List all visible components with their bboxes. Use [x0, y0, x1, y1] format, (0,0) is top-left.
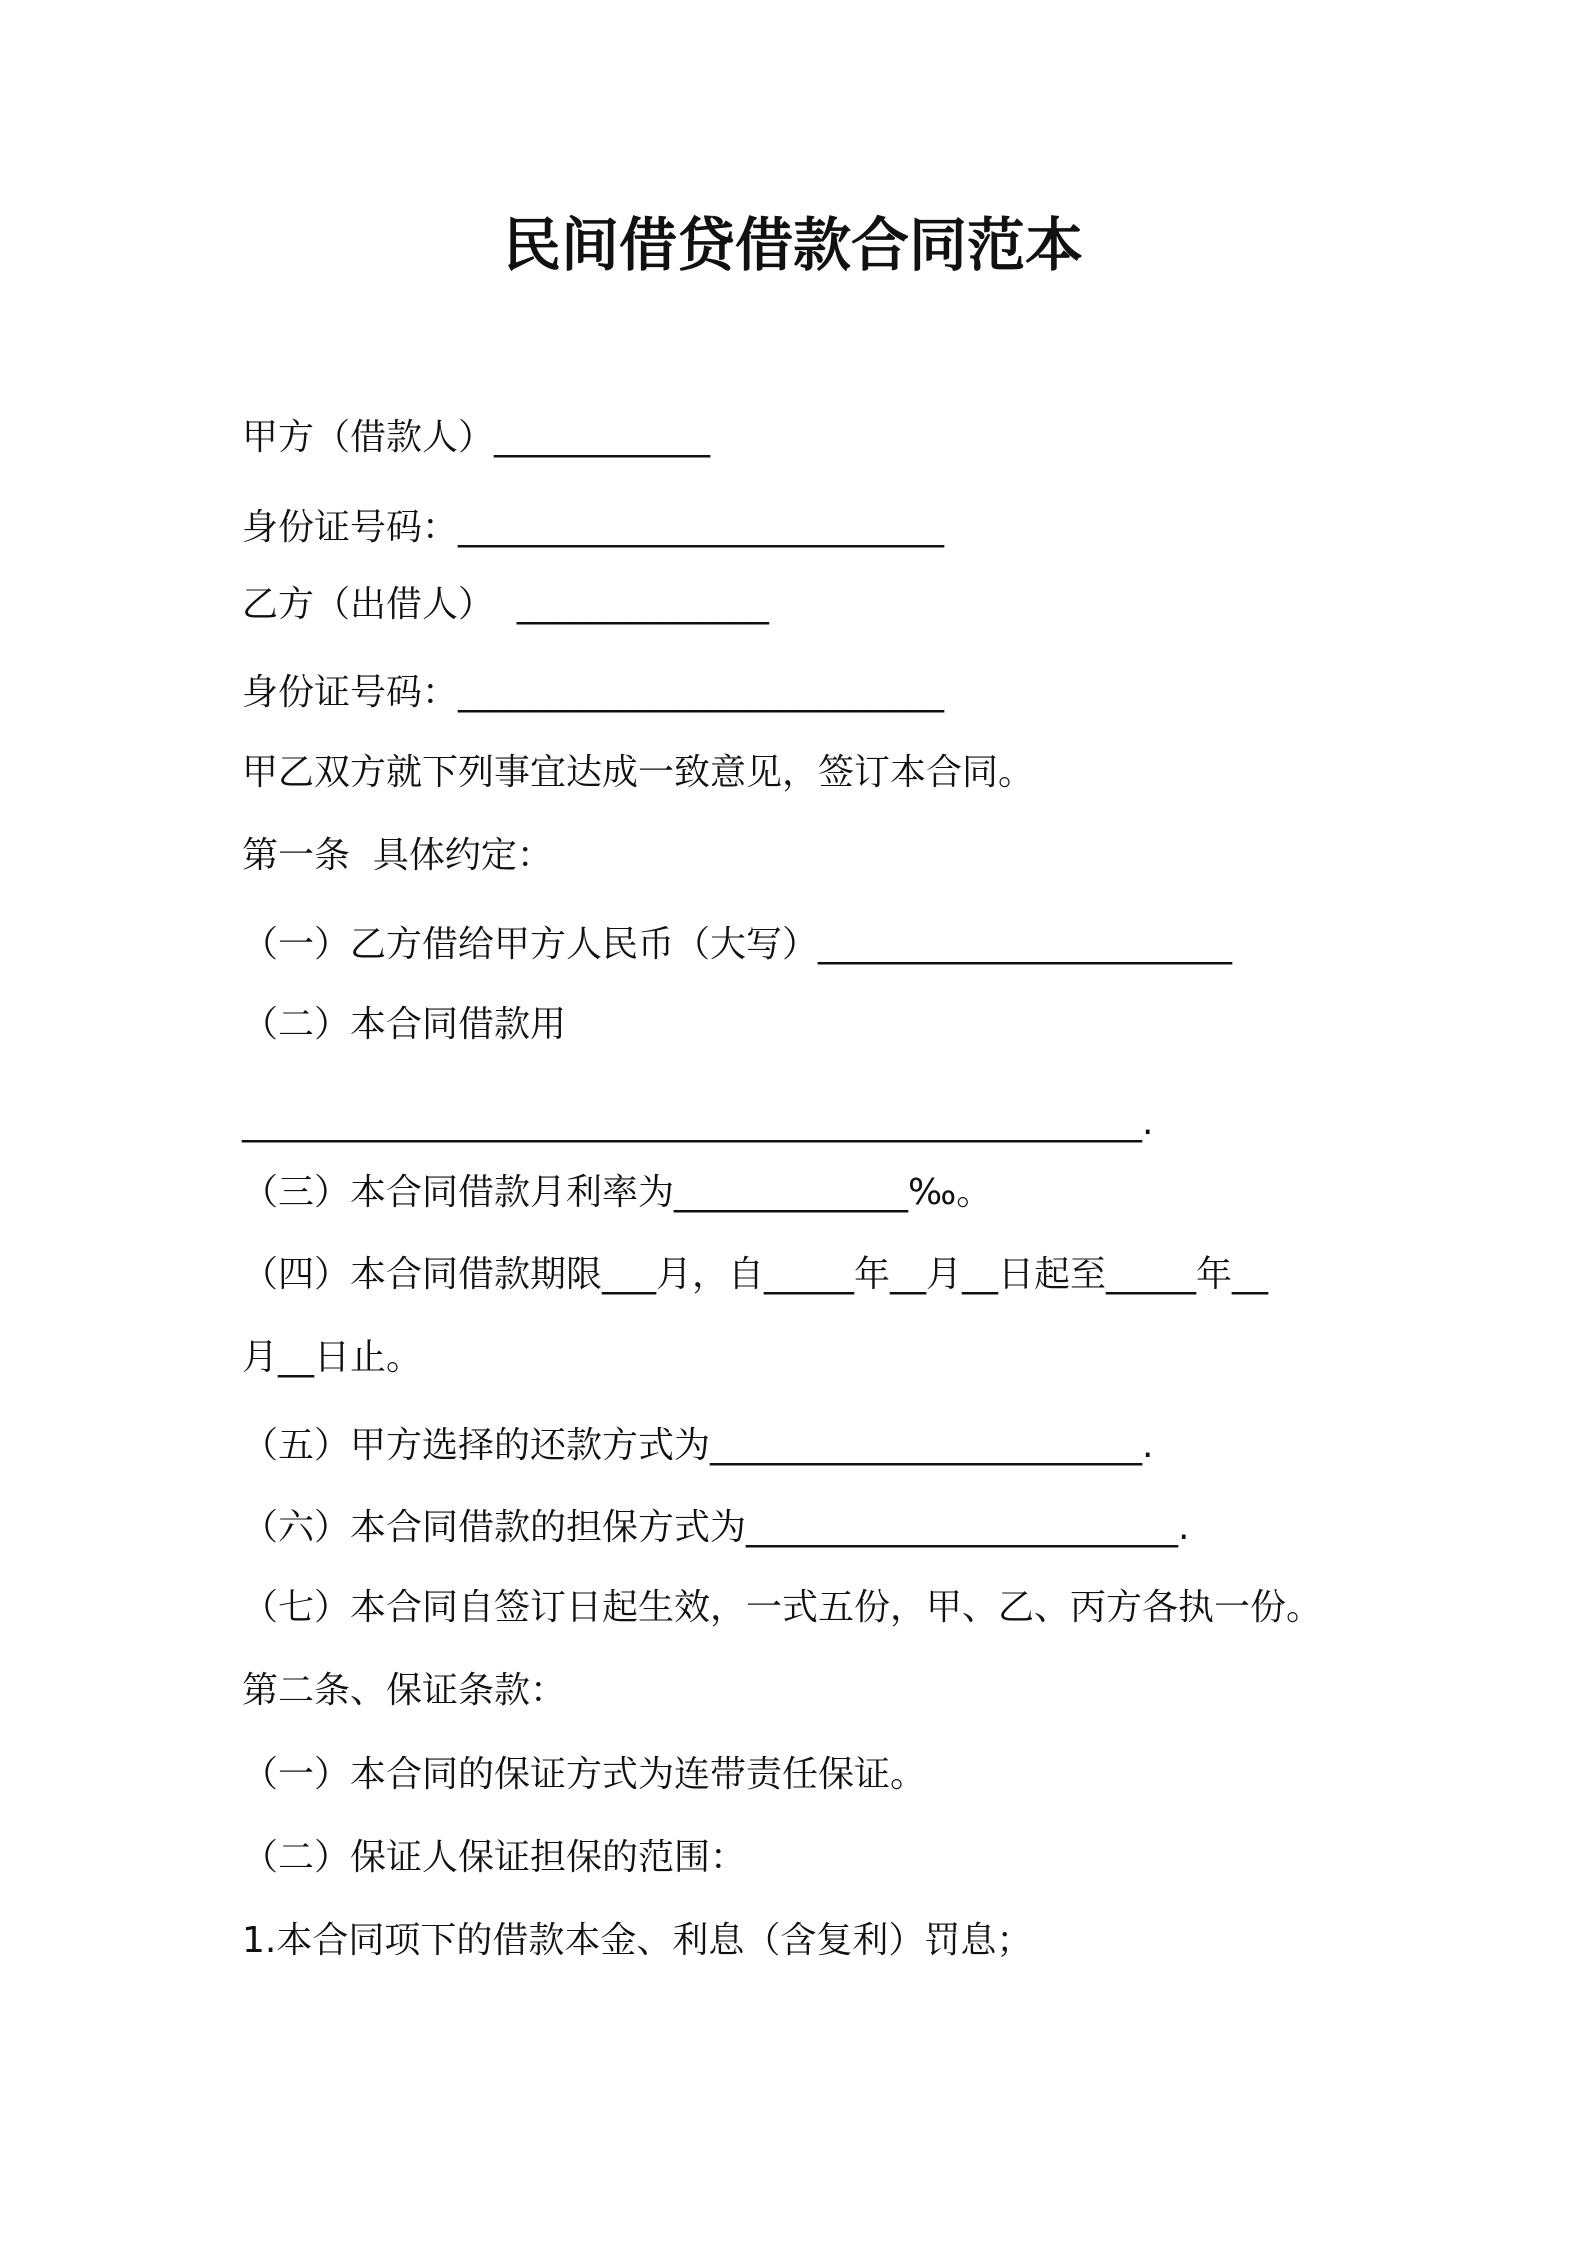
clause-1-2-purpose-blank: __________________________________________________. — [242, 1102, 1154, 1143]
scope-item-1: 1.本合同项下的借款本金、利息（含复利）罚息； — [242, 1920, 1033, 1961]
clause-1-7-effectiveness: （七）本合同自签订日起生效，一式五份，甲、乙、丙方各执一份。 — [242, 1587, 1323, 1628]
clause-1-6-guarantee-method: （六）本合同借款的担保方式为________________________. — [242, 1507, 1190, 1548]
article-1-heading: 第一条 具体约定： — [242, 835, 553, 876]
agreement-intro: 甲乙双方就下列事宜达成一致意见，签订本合同。 — [242, 752, 1035, 793]
clause-1-1-loan-amount: （一）乙方借给甲方人民币（大写）_______________________ — [242, 924, 1233, 965]
article-2-heading: 第二条、保证条款： — [242, 1670, 567, 1711]
clause-1-4-loan-term: （四）本合同借款期限___月，自_____年__月__日起至_____年__ — [242, 1254, 1269, 1295]
clause-1-4-loan-term-end: 月__日止。 — [242, 1337, 423, 1378]
clause-2-1-guarantee-type: （一）本合同的保证方式为连带责任保证。 — [242, 1754, 927, 1795]
clause-1-2-loan-purpose: （二）本合同借款用 — [242, 1004, 567, 1045]
clause-1-5-repayment-method: （五）甲方选择的还款方式为________________________. — [242, 1425, 1154, 1466]
party-a-id-number-line: 身份证号码：___________________________ — [242, 507, 945, 548]
clause-1-3-interest-rate: （三）本合同借款月利率为_____________‰。 — [242, 1172, 993, 1213]
clause-2-2-guarantee-scope: （二）保证人保证担保的范围： — [242, 1837, 747, 1878]
document-title: 民间借贷借款合同范本 — [502, 211, 1083, 279]
party-b-id-number-line: 身份证号码：___________________________ — [242, 672, 945, 713]
party-a-borrower-line: 甲方（借款人）____________ — [242, 417, 711, 458]
party-b-lender-line: 乙方（出借人） ______________ — [242, 584, 769, 625]
